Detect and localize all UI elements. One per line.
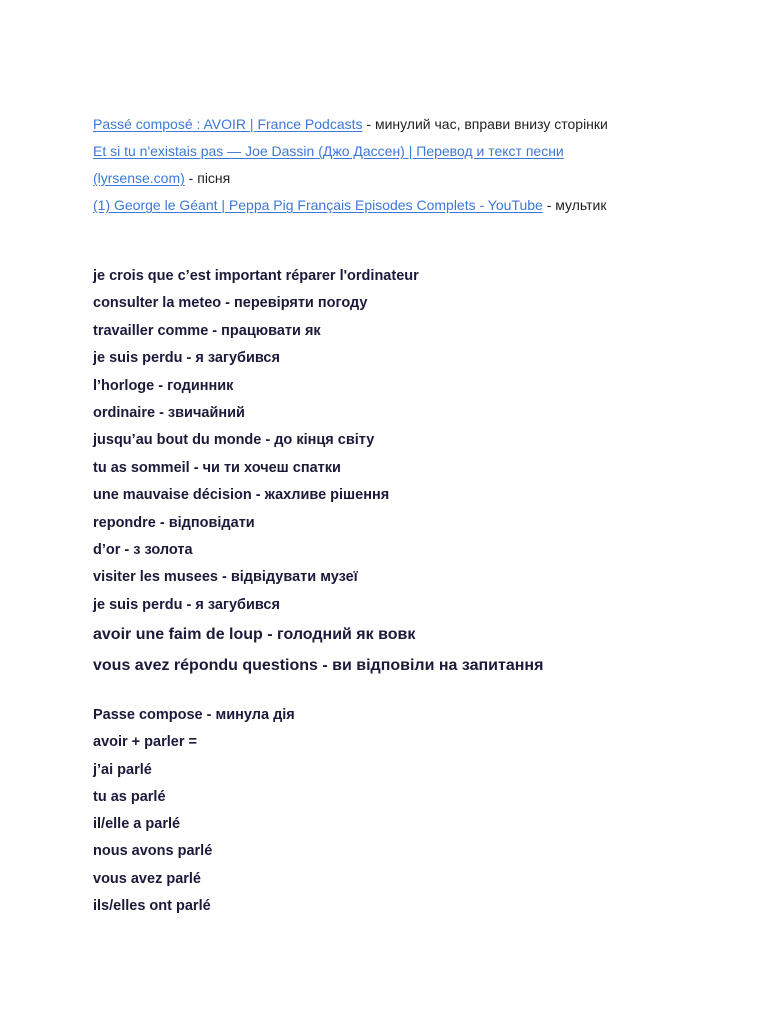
link-description: - пісня <box>184 170 231 186</box>
vocab-line: je suis perdu - я загубився <box>93 350 280 367</box>
link-passe-compose-avoir[interactable]: Passé composé : AVOIR | France Podcasts <box>93 116 363 132</box>
conjugation-form: tu as parlé <box>93 788 166 805</box>
vocab-line: l’horloge - годинник <box>93 377 234 394</box>
vocab-line: travailler comme - працювати як <box>93 322 321 339</box>
conjugation-form: j’ai parlé <box>93 761 152 778</box>
vocab-line-large: vous avez répondu questions - ви відповіли на запитання <box>93 657 544 675</box>
vocab-line: tu as sommeil - чи ти хочеш спатки <box>93 459 341 476</box>
conjugation-formula: avoir + parler = <box>93 734 197 751</box>
vocab-line: une mauvaise décision - жахливе рішення <box>93 487 390 504</box>
resource-line-cartoon <box>93 192 753 219</box>
resource-line-passe-compose <box>93 111 753 138</box>
vocab-line: jusqu’au bout du monde - до кінця світу <box>93 432 375 449</box>
link-description: - мультик <box>542 197 607 213</box>
conjugation-form: nous avons parlé <box>93 843 213 860</box>
vocab-line: je suis perdu - я загубився <box>93 596 280 613</box>
link-description: - минулий час, вправи внизу сторінки <box>362 116 608 132</box>
vocab-line: visiter les musees - відвідувати музеї <box>93 569 358 586</box>
vocab-line: je crois que c’est important réparer l'ordinateur <box>93 268 419 284</box>
resource-line-song <box>93 138 753 192</box>
vocabulary-list <box>93 263 753 681</box>
link-peppa-pig-youtube[interactable]: (1) George le Géant | Peppa Pig Français Episodes Complets - YouTube <box>93 197 543 213</box>
conjugation-heading: Passe compose - минула дія <box>93 707 295 723</box>
conjugation-form: il/elle a parlé <box>93 816 181 833</box>
conjugation-form: ils/elles ont parlé <box>93 898 211 915</box>
vocab-line: consulter la meteo - перевіряти погоду <box>93 295 368 312</box>
vocab-line: ordinaire - звичайний <box>93 404 245 421</box>
vocab-line: repondre - відповідати <box>93 514 255 531</box>
link-joe-dassin-song[interactable]: Et si tu n'existais pas — Joe Dassin (Джо Дассен) | Перевод и текст песни <box>93 143 564 159</box>
conjugation-form: vous avez parlé <box>93 870 201 887</box>
vocab-line: d’or - з золота <box>93 541 193 558</box>
vocab-line-large: avoir une faim de loup - голодний як вовк <box>93 626 416 644</box>
conjugation-section <box>93 702 753 920</box>
link-lyrsense[interactable]: (lyrsense.com) <box>93 170 185 186</box>
resource-links <box>93 111 753 219</box>
